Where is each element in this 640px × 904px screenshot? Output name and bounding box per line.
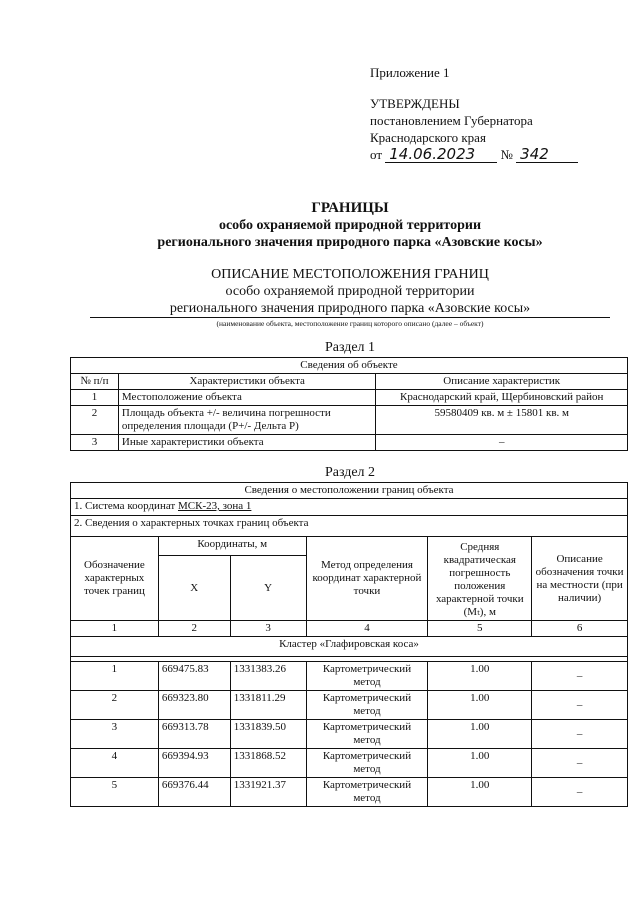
cell-n: 1: [71, 390, 119, 406]
cell-y: 1331868.52: [230, 749, 306, 778]
approval-line1: постановлением Губернатора: [370, 113, 533, 128]
cell-x: 669323.80: [158, 691, 230, 720]
number-prefix: №: [500, 147, 513, 162]
cell-method: Картометрический метод: [306, 749, 428, 778]
table-row: [71, 691, 628, 720]
description-line1: ОПИСАНИЕ МЕСТОПОЛОЖЕНИЯ ГРАНИЦ: [211, 267, 489, 282]
cell-n: 3: [71, 720, 159, 749]
col-number: № п/п: [71, 374, 119, 390]
col-num: 5: [428, 621, 532, 637]
col-num: 4: [306, 621, 428, 637]
coordinate-system-row: [71, 499, 628, 516]
approval-date: 14.06.2023: [385, 146, 497, 163]
approval-date-line: [370, 146, 578, 163]
cell-y: 1331383.26: [230, 662, 306, 691]
system-label: 1. Система координат: [74, 500, 178, 512]
cell-n: 3: [71, 435, 119, 451]
table-row: [71, 390, 628, 406]
col-description: Описание характеристик: [376, 374, 628, 390]
table-row: [71, 435, 628, 451]
cell-n: 2: [71, 691, 159, 720]
col-coords: Координаты, м: [158, 537, 306, 556]
title-main: ГРАНИЦЫ: [311, 200, 389, 216]
cell-desc: –: [376, 435, 628, 451]
col-num: 2: [158, 621, 230, 637]
cell-y: 1331921.37: [230, 778, 306, 807]
cell-err: 1.00: [428, 749, 532, 778]
cell-n: 4: [71, 749, 159, 778]
cell-method: Картометрический метод: [306, 662, 428, 691]
table-row: [71, 720, 628, 749]
cell-err: 1.00: [428, 778, 532, 807]
table-row: [71, 778, 628, 807]
title-block: [70, 200, 630, 251]
cell-err: 1.00: [428, 691, 532, 720]
section1-header: Сведения об объекте: [71, 358, 628, 374]
cell-method: Картометрический метод: [306, 720, 428, 749]
appendix-label: Приложение 1: [370, 65, 450, 80]
description-line2: особо охраняемой природной территории: [225, 284, 475, 299]
cell-y: 1331839.50: [230, 720, 306, 749]
points-label: 2. Сведения о характерных точках границ объекта: [71, 516, 628, 537]
col-num: 6: [532, 621, 628, 637]
cell-desc: –: [532, 749, 628, 778]
cell-desc: –: [532, 778, 628, 807]
cell-desc: –: [532, 691, 628, 720]
description-block: [90, 266, 610, 329]
cell-char: Площадь объекта +/- величина погрешности определения площади (P+/- Дельта P): [118, 406, 376, 435]
col-method: Метод определения координат характерной точки: [306, 537, 428, 621]
approved-label: УТВЕРЖДЕНЫ: [370, 96, 460, 111]
table-row: [71, 662, 628, 691]
cell-char: Местоположение объекта: [118, 390, 376, 406]
cell-y: 1331811.29: [230, 691, 306, 720]
approval-line2: Краснодарского края: [370, 130, 486, 145]
col-designation: Обозначение характерных точек границ: [71, 537, 159, 621]
col-error: Средняя квадратическая погрешность положения характерной точки (Mₜ), м: [428, 537, 532, 621]
cell-desc: –: [532, 662, 628, 691]
cell-desc: –: [532, 720, 628, 749]
col-num: 3: [230, 621, 306, 637]
table-row: [71, 406, 628, 435]
approval-block: [370, 64, 578, 163]
section1-table: [70, 357, 628, 451]
cell-desc: Краснодарский край, Щербиновский район: [376, 390, 628, 406]
cell-err: 1.00: [428, 720, 532, 749]
col-characteristic: Характеристики объекта: [118, 374, 376, 390]
section2-header: Сведения о местоположении границ объекта: [71, 483, 628, 499]
title-line2: особо охраняемой природной территории: [218, 218, 482, 233]
cell-method: Картометрический метод: [306, 778, 428, 807]
cell-x: 669313.78: [158, 720, 230, 749]
date-prefix: от: [370, 147, 383, 162]
cell-x: 669475.83: [158, 662, 230, 691]
description-line3: регионального значения природного парка «Азовские косы»: [90, 300, 610, 318]
col-desc: Описание обозначения точки на местности (при наличии): [532, 537, 628, 621]
section1-title: Раздел 1: [324, 340, 376, 355]
cell-n: 2: [71, 406, 119, 435]
section2-table: [70, 482, 628, 807]
table-row: [71, 749, 628, 778]
section2-title: Раздел 2: [324, 465, 376, 480]
cluster-row: Кластер «Глафировская коса»: [71, 637, 628, 657]
title-line3: регионального значения природного парка «Азовские косы»: [157, 235, 543, 250]
cell-n: 1: [71, 662, 159, 691]
approval-number: 342: [516, 146, 578, 163]
cell-x: 669376.44: [158, 778, 230, 807]
cell-char: Иные характеристики объекта: [118, 435, 376, 451]
system-value: МСК-23, зона 1: [177, 500, 252, 512]
col-x: X: [158, 556, 230, 621]
cell-n: 5: [71, 778, 159, 807]
cell-desc: 59580409 кв. м ± 15801 кв. м: [376, 406, 628, 435]
col-num: 1: [71, 621, 159, 637]
cell-method: Картометрический метод: [306, 691, 428, 720]
cell-x: 669394.93: [158, 749, 230, 778]
description-note: (наименование объекта, местоположение границ которого описано (далее – объект): [216, 319, 484, 328]
col-y: Y: [230, 556, 306, 621]
cell-err: 1.00: [428, 662, 532, 691]
